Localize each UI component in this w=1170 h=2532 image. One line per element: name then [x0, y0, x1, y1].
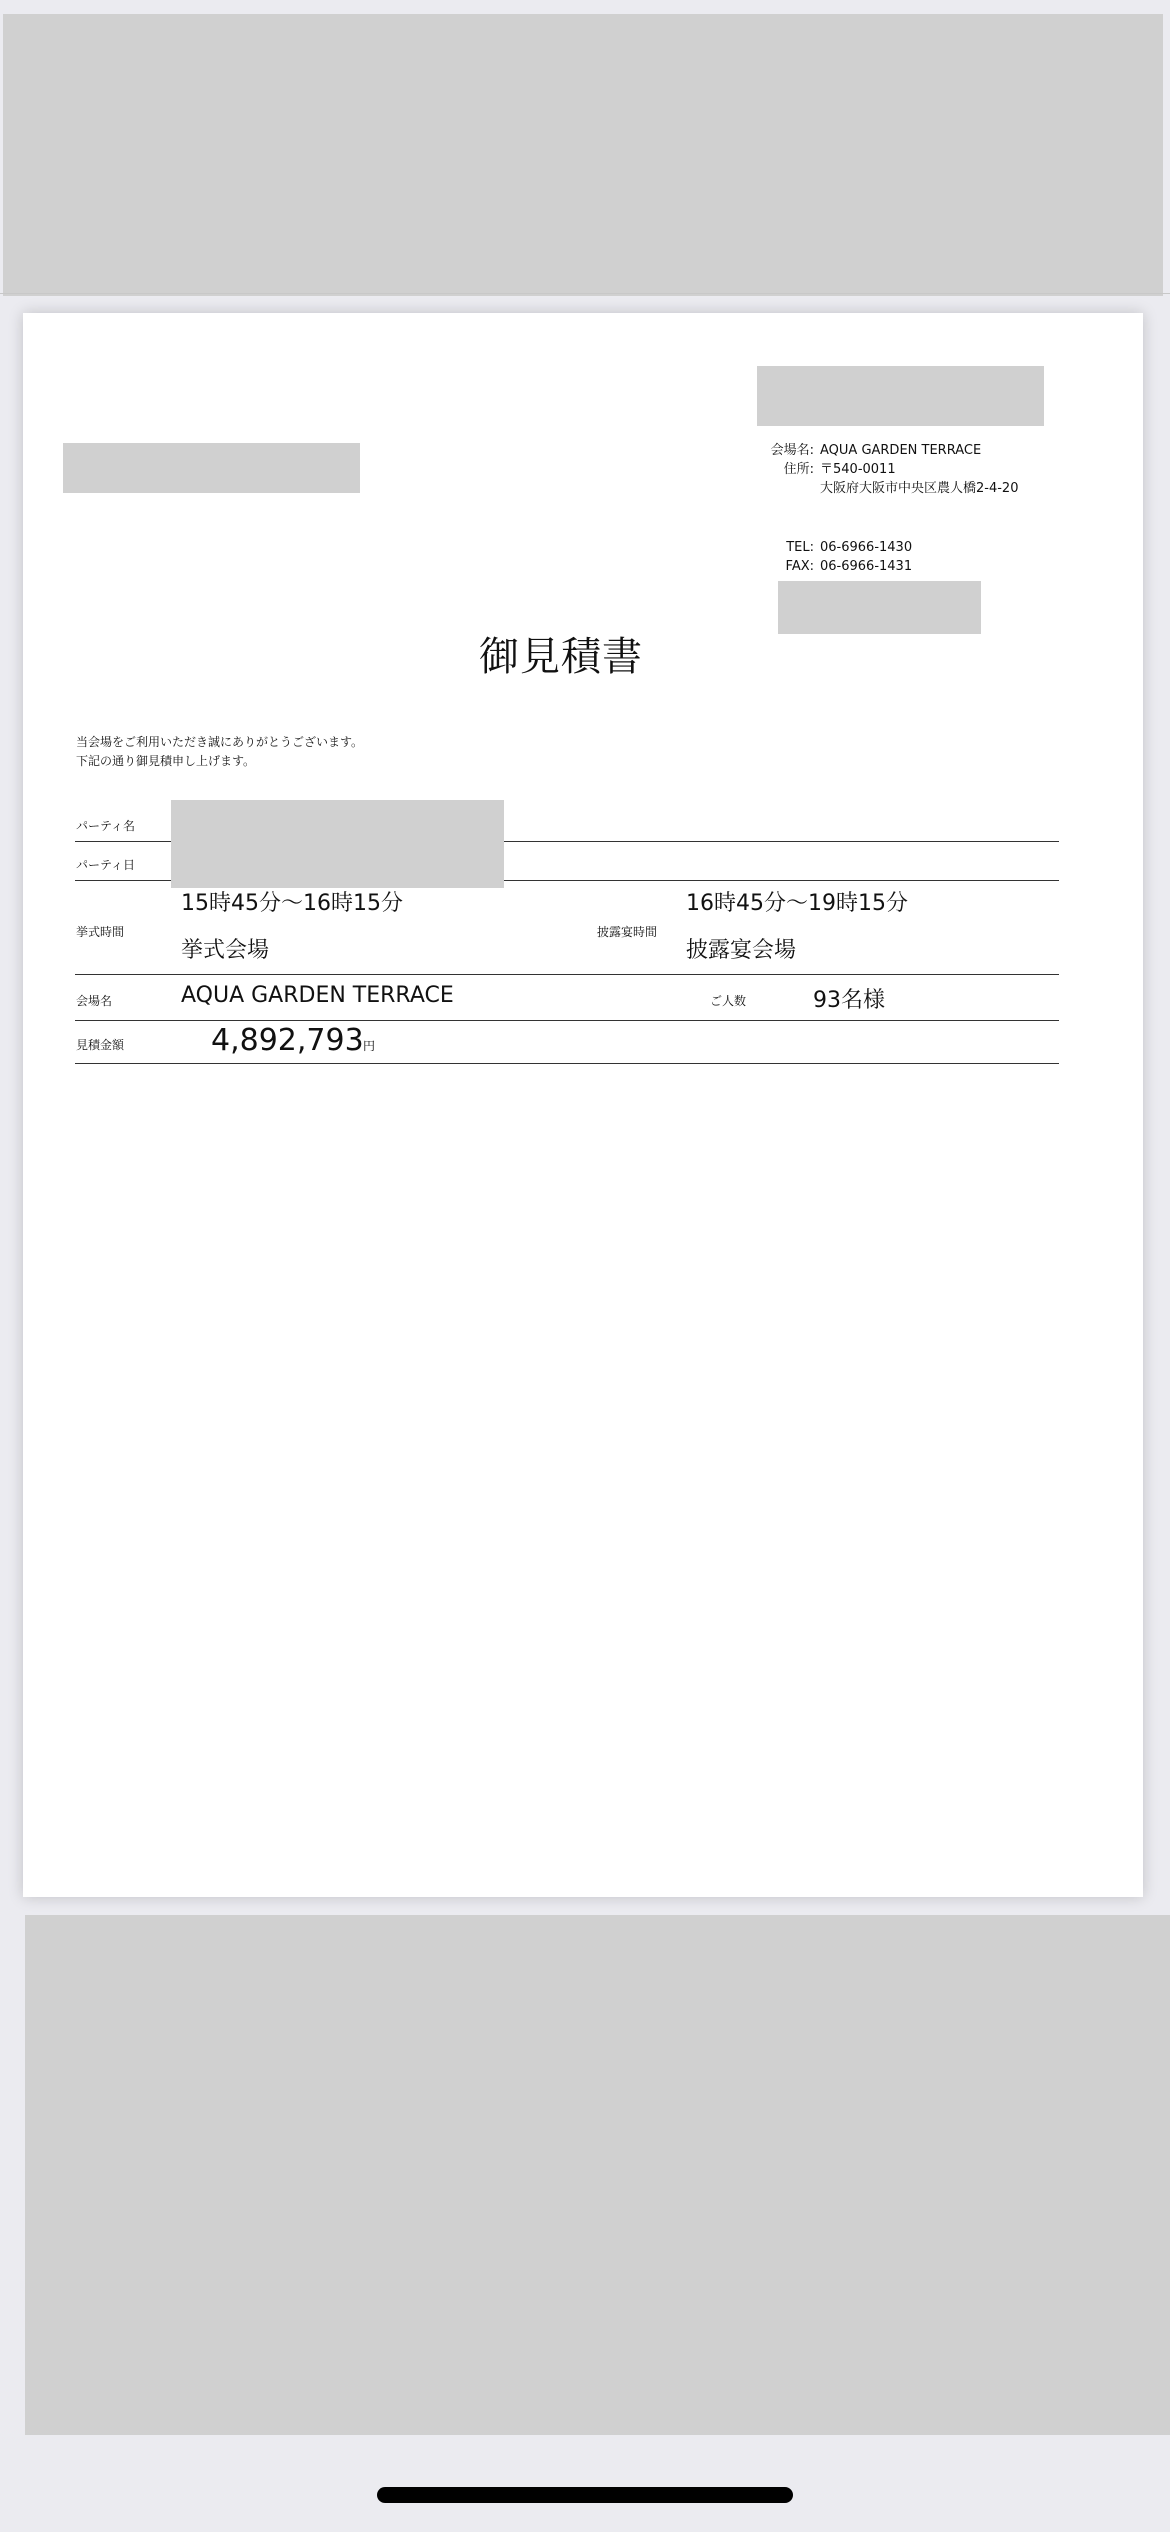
- guests-label: ご人数: [710, 994, 747, 1008]
- party-date-label: パーティ日: [76, 858, 136, 872]
- ceremony-venue: 挙式会場: [181, 938, 270, 963]
- address: 大阪府大阪市中央区農人橋2-4-20: [820, 481, 1019, 496]
- row-divider: [75, 974, 1059, 975]
- home-indicator[interactable]: [377, 2487, 793, 2503]
- reception-time: 16時45分〜19時15分: [686, 891, 908, 916]
- redacted-client-name: [63, 443, 360, 493]
- estimate-document-page[interactable]: [23, 313, 1143, 1897]
- tel-number: 06-6966-1430: [820, 540, 913, 555]
- fax-number: 06-6966-1431: [820, 559, 913, 574]
- redacted-company-name: [757, 366, 1044, 426]
- redacted-header-area: [3, 14, 1163, 296]
- ceremony-time: 15時45分〜16時15分: [181, 891, 403, 916]
- divider: [0, 293, 1170, 294]
- venue-name: AQUA GARDEN TERRACE: [181, 983, 454, 1008]
- address-label: 住所:: [783, 462, 814, 477]
- venue-value: AQUA GARDEN TERRACE: [820, 443, 982, 458]
- estimate-amount: 4,892,793: [211, 1023, 364, 1058]
- tel-label: TEL:: [786, 540, 814, 555]
- reception-venue: 披露宴会場: [686, 938, 797, 963]
- document-title: 御見積書: [479, 634, 643, 680]
- intro-text: [76, 733, 363, 771]
- row-divider: [75, 1063, 1059, 1064]
- fax-label: FAX:: [785, 559, 814, 574]
- reception-time-label: 披露宴時間: [597, 925, 658, 939]
- ceremony-time-label: 挙式時間: [76, 925, 125, 939]
- guest-count: 93名様: [813, 988, 885, 1013]
- intro-line: 下記の通り御見積申し上げます。: [76, 754, 256, 768]
- amount-label: 見積金額: [76, 1038, 125, 1052]
- intro-line: 当会場をご利用いただき誠にありがとうございます。: [76, 735, 364, 749]
- venue-name-label: 会場名: [76, 994, 113, 1008]
- row-divider: [75, 1020, 1059, 1021]
- redacted-party-info: [171, 800, 504, 888]
- redacted-footer-area: [25, 1915, 1170, 2435]
- venue-label: 会場名:: [770, 443, 814, 458]
- currency-unit: 円: [363, 1039, 376, 1053]
- postal-code: 〒540-0011: [820, 462, 896, 477]
- party-name-label: パーティ名: [76, 819, 136, 833]
